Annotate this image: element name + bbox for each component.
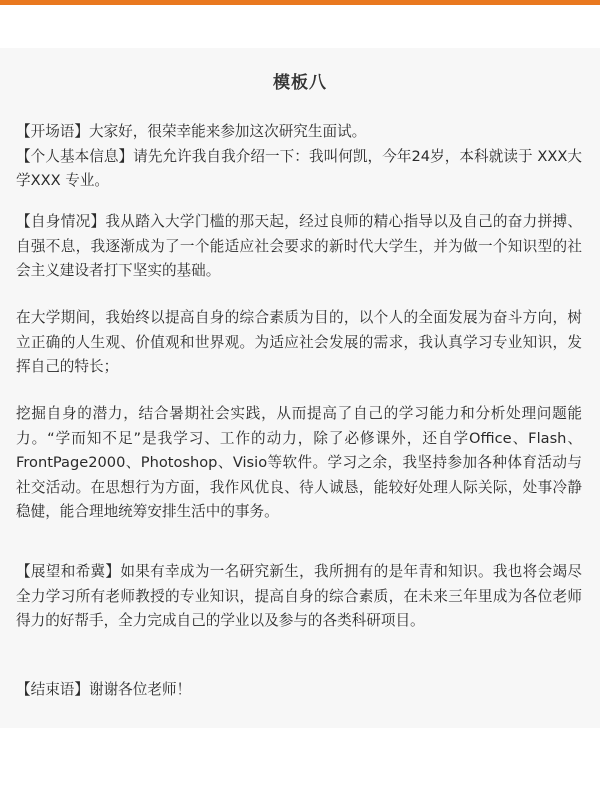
top-accent-bar (0, 0, 600, 5)
paragraph-closing: 【结束语】谢谢各位老师！ (16, 681, 192, 698)
paragraph-outlook-and-hopes: 【展望和希冀】如果有幸成为一名研究新生，我所拥有的是年青和知识。我也将会竭尽全力学习所有老师教授的专业知识，提高自身的综合素质，在未来三年里成为各位老师得力的好帮手，全力完成自己的学业以及参与的各类科研项目。 (16, 563, 582, 630)
paragraph-self-situation: 【自身情况】我从踏入大学门槛的那天起，经过良师的精心指导以及自己的奋力拼搏、自强不息，我逐渐成为了一个能适应社会要求的新时代大学生，并为做一个知识型的社会主义建设者打下坚实的基础。 (16, 213, 582, 280)
paragraph-opening-and-personal-info: 【开场语】大家好，很荣幸能来参加这次研究生面试。 【个人基本信息】请先允许我自我介绍一下：我叫何凯，今年24岁，本科就读于 XXX大学XXX 专业。 (16, 123, 582, 190)
document-page (0, 48, 600, 728)
paragraph-potential-and-skills: 挖掘自身的潜力，结合暑期社会实践，从而提高了自己的学习能力和分析处理问题能力。“学而知不足”是我学习、工作的动力，除了必修课外，还自学Office、Flash、FrontPage2000、Photoshop、Visio等软件。学习之余，我坚持参加各种体育活动与社交活动。在思想行为方面，我作风优良、待人诚恳，能较好处理人际关际，处事冷静稳健，能合理地统筹安排生活中的事务。 (16, 405, 582, 521)
paragraph-university-period: 在大学期间，我始终以提高自身的综合素质为目的，以个人的全面发展为奋斗方向，树立正确的人生观、价值观和世界观。为适应社会发展的需求，我认真学习专业知识，发挥自己的特长； (16, 309, 582, 376)
document-title: 模板八 (273, 73, 327, 93)
